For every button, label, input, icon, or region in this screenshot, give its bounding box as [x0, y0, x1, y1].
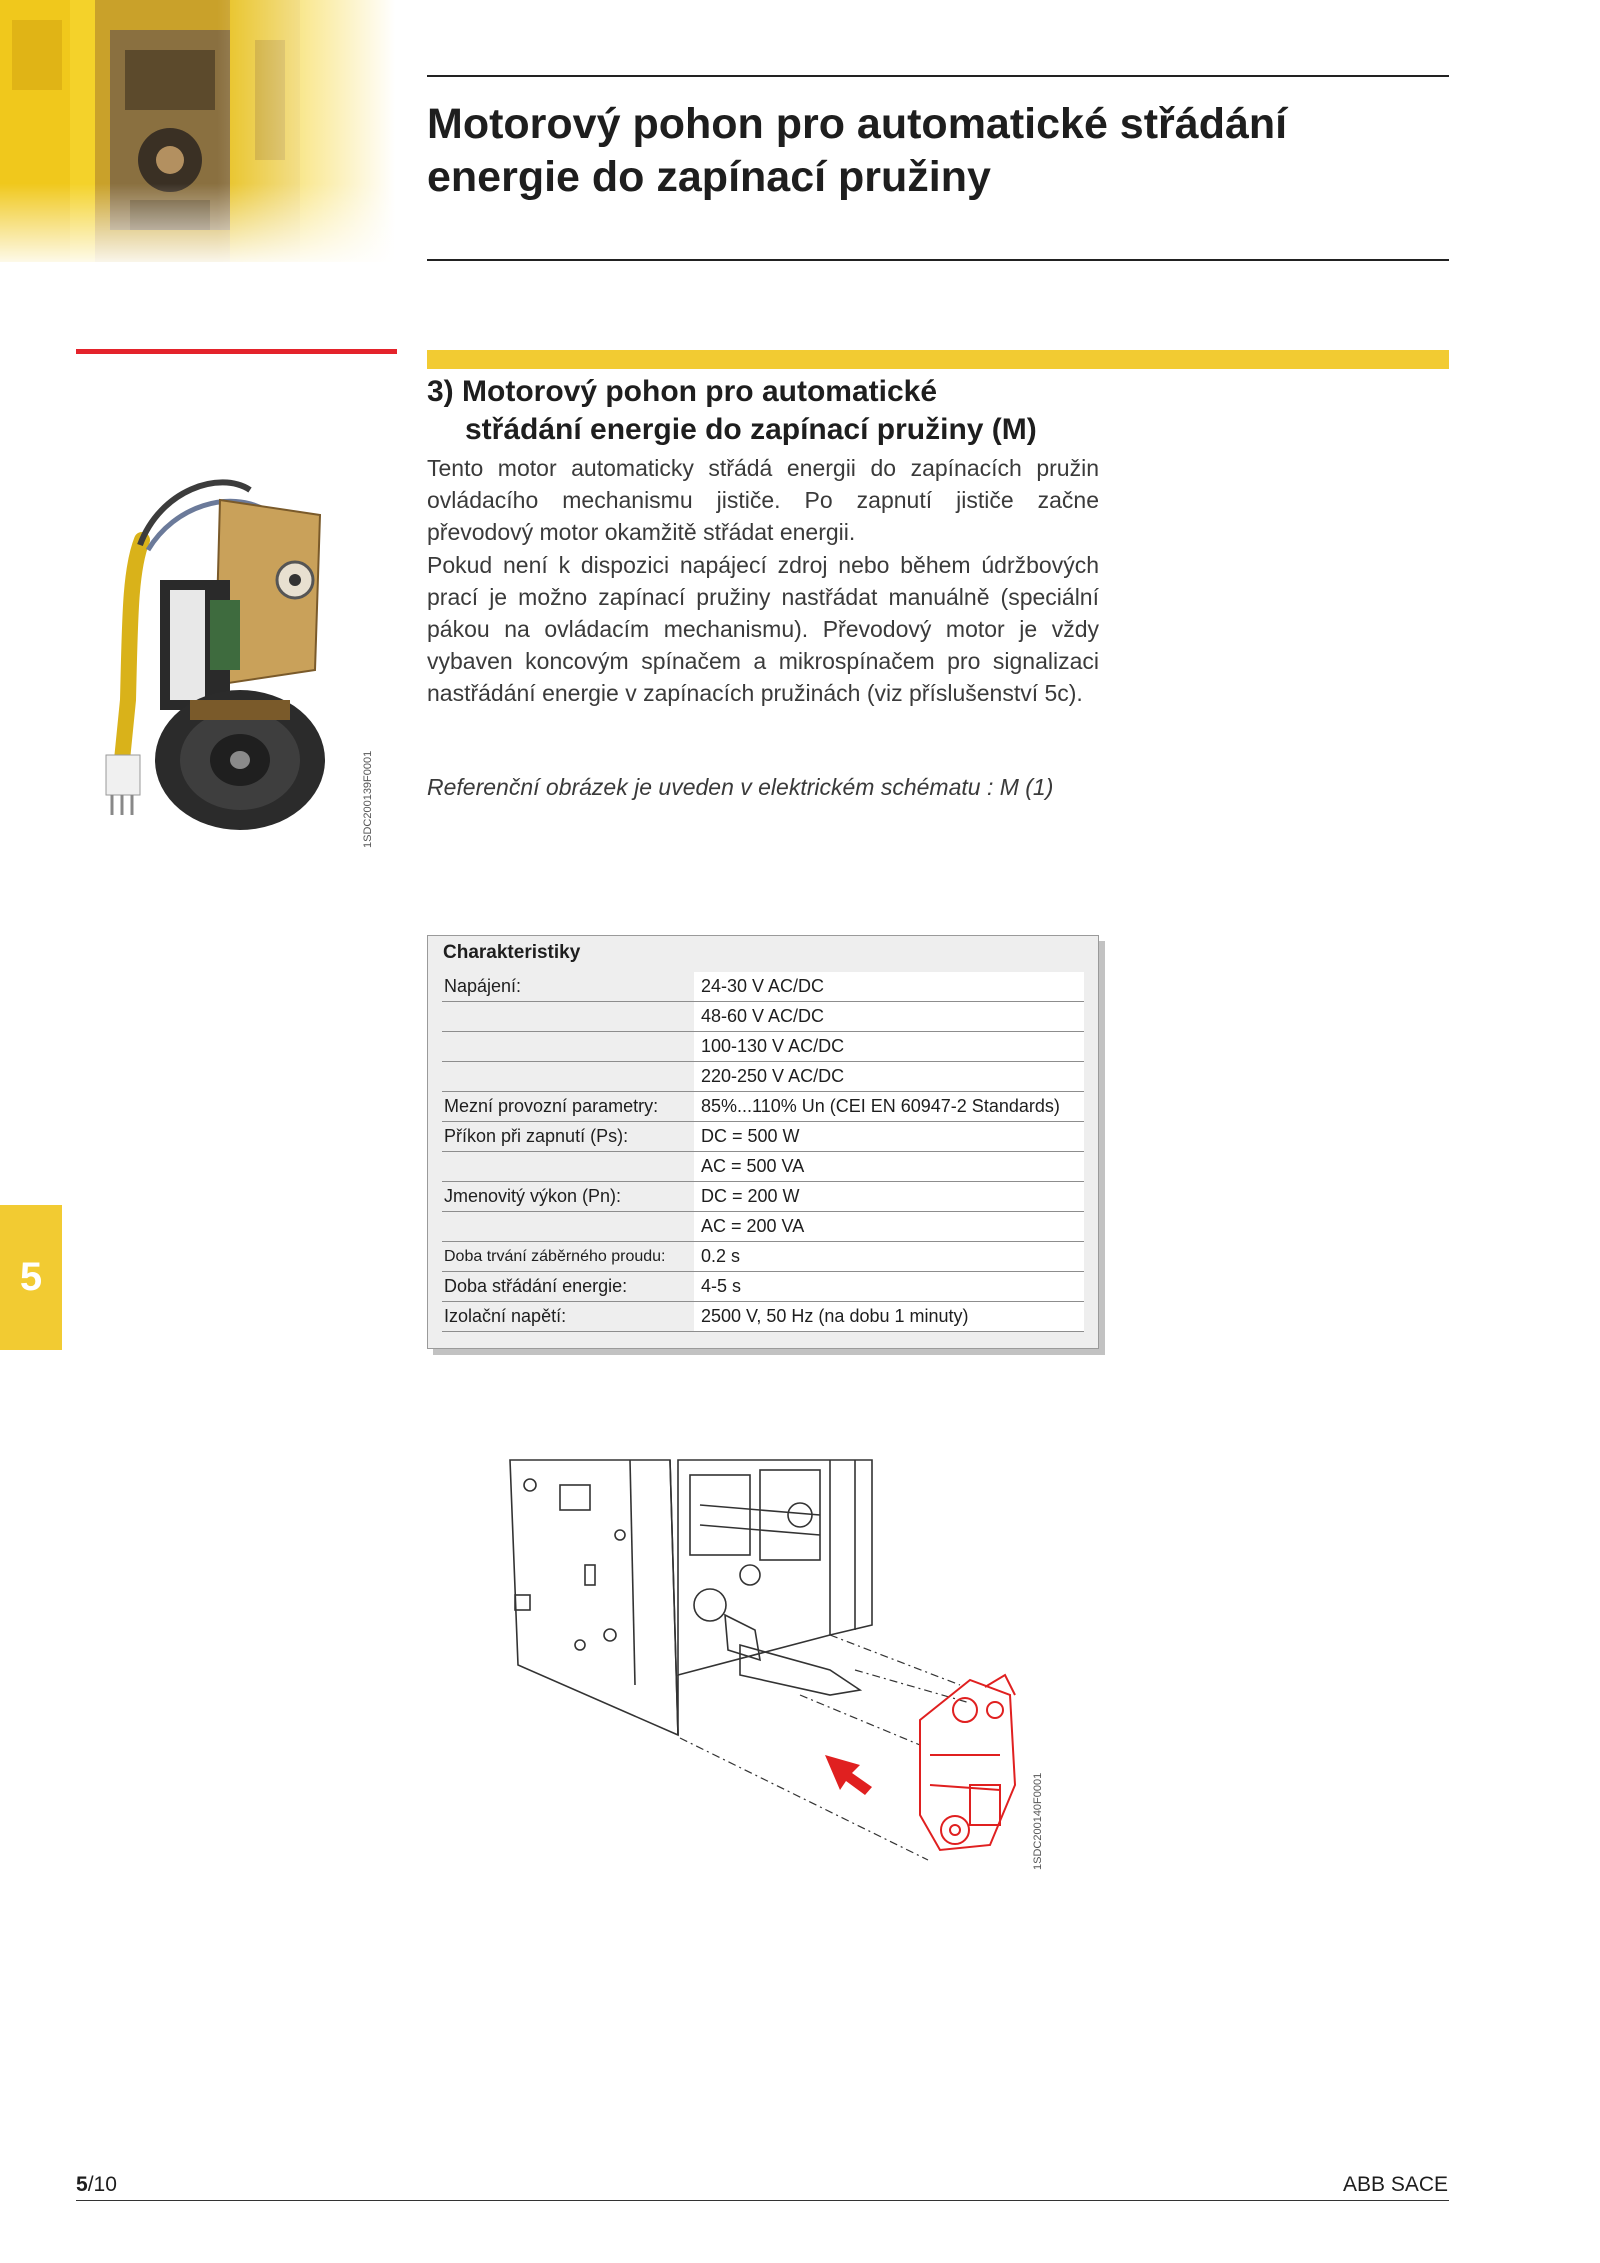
row-value: DC = 200 W: [694, 1182, 1084, 1212]
row-label: [442, 1152, 694, 1182]
row-value: 24-30 V AC/DC: [694, 972, 1084, 1002]
table-row: [442, 1272, 1084, 1302]
row-label: Příkon při zapnutí (Ps):: [442, 1122, 694, 1152]
yellow-section-bar: [427, 350, 1449, 369]
geared-motor-image: [100, 470, 360, 850]
row-value: 100-130 V AC/DC: [694, 1032, 1084, 1062]
characteristics-title: Charakteristiky: [443, 942, 581, 963]
page-title: Motorový pohon pro automatické střádání energie do zapínací pružiny: [427, 100, 1288, 201]
title-rule-top: [427, 75, 1449, 77]
table-row: [442, 1242, 1084, 1272]
row-label: Mezní provozní parametry:: [442, 1092, 694, 1122]
section-heading-line2: střádání energie do zapínací pružiny (M): [465, 413, 1037, 446]
row-label: Doba trvání záběrného proudu:: [442, 1242, 694, 1272]
circuit-breaker-photo: [0, 0, 395, 262]
figure-code: 1SDC200139F0001: [362, 750, 374, 848]
table-row: [442, 1002, 1084, 1032]
table-row: [442, 972, 1084, 1002]
table-row: [442, 1032, 1084, 1062]
row-value: AC = 200 VA: [694, 1212, 1084, 1242]
row-label: [442, 1212, 694, 1242]
table-row: [442, 1062, 1084, 1092]
figure-code: 1SDC200140F0001: [1032, 1772, 1044, 1870]
chapter-tab: 5: [0, 1205, 62, 1350]
table-row: [442, 1152, 1084, 1182]
paragraph: Pokud není k dispozici napájecí zdroj nebo během údržbových prací je možno zapínací pružiny nastřádat manuálně (speciální pákou na ovládacím mechanismu). Převodový motor je vždy vybaven koncovým spínačem a mikrospínačem pro signalizaci nastřádání energie v zapínacích pružinách (viz příslušenství 5c).: [427, 551, 1099, 707]
page-number: [76, 2173, 117, 2197]
row-label: [442, 1002, 694, 1032]
row-value: 0.2 s: [694, 1242, 1084, 1272]
row-value: 4-5 s: [694, 1272, 1084, 1302]
header-photo: [0, 0, 395, 262]
characteristics-table: [442, 972, 1084, 1332]
row-value: AC = 500 VA: [694, 1152, 1084, 1182]
reference-note: Referenční obrázek je uveden v elektrickém schématu : M (1): [427, 774, 1054, 800]
installation-drawing: [500, 1455, 1040, 1875]
paragraph: Tento motor automaticky střádá energii do zapínacích pružin ovládacího mechanismu jističe. Po zapnutí jističe začne převodový motor okamžitě střádat energii.: [427, 455, 1099, 546]
table-row: [442, 1302, 1084, 1332]
body-text: [427, 452, 1099, 710]
title-rule-bottom: [427, 259, 1449, 261]
motor-photo: [100, 470, 360, 850]
table-row: [442, 1212, 1084, 1242]
row-value: DC = 500 W: [694, 1122, 1084, 1152]
table-row: [442, 1182, 1084, 1212]
row-label: Doba střádání energie:: [442, 1272, 694, 1302]
row-label: [442, 1062, 694, 1092]
row-value: 220-250 V AC/DC: [694, 1062, 1084, 1092]
footer-brand: ABB SACE: [1343, 2173, 1449, 2196]
row-value: 48-60 V AC/DC: [694, 1002, 1084, 1032]
section-heading-line1: 3) Motorový pohon pro automatické: [427, 375, 938, 408]
characteristics-box: [427, 935, 1099, 1349]
row-value: 2500 V, 50 Hz (na dobu 1 minuty): [694, 1302, 1084, 1332]
motor-installation-diagram: [500, 1455, 1040, 1875]
row-label: [442, 1032, 694, 1062]
row-label: Napájení:: [442, 972, 694, 1002]
section-heading: [427, 373, 1127, 449]
row-value: 85%...110% Un (CEI EN 60947-2 Standards): [694, 1092, 1084, 1122]
page-chapter: 5: [76, 2173, 88, 2196]
footer-rule: [76, 2200, 1449, 2201]
row-label: Izolační napětí:: [442, 1302, 694, 1332]
table-row: [442, 1122, 1084, 1152]
table-row: [442, 1092, 1084, 1122]
red-divider: [76, 349, 397, 354]
page-count: /10: [87, 2173, 117, 2196]
row-label: Jmenovitý výkon (Pn):: [442, 1182, 694, 1212]
